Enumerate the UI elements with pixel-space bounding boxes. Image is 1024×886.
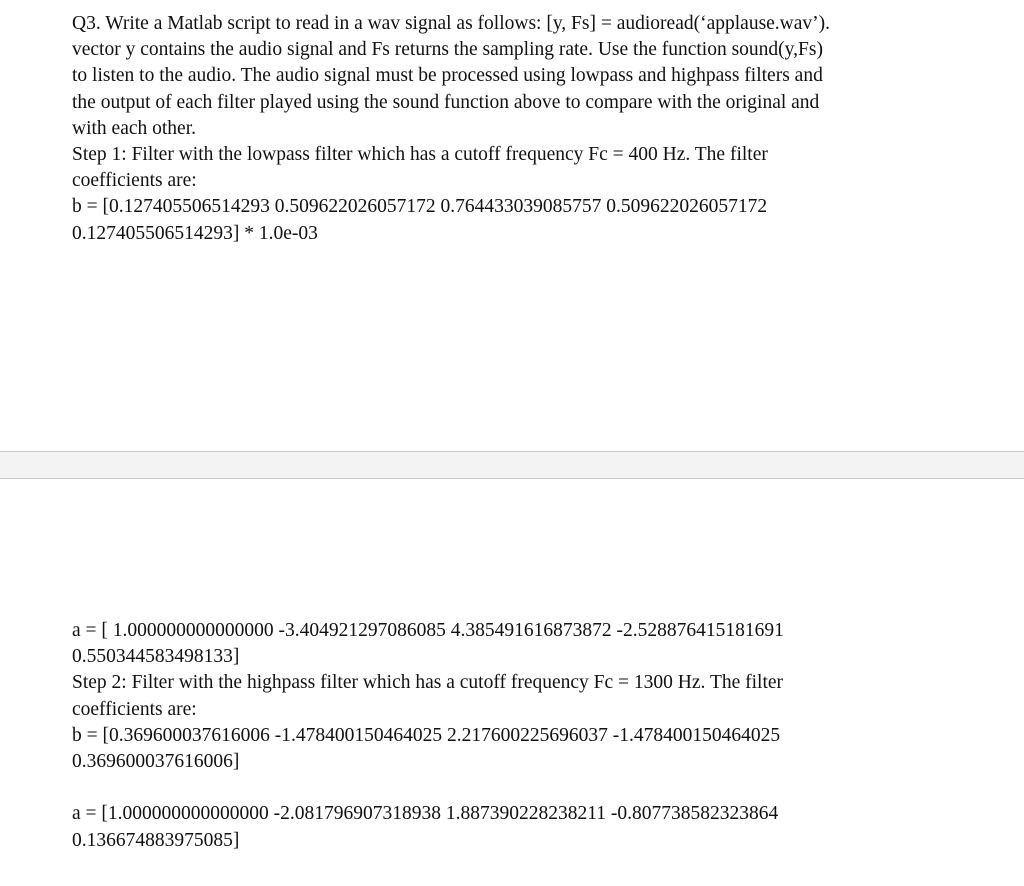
step1-b-coefficients-line-2: 0.127405506514293] * 1.0e-03	[72, 222, 318, 244]
question-line-2: vector y contains the audio signal and Fs returns the sampling rate. Use the function sound(y,Fs)	[72, 39, 823, 61]
question-text-block	[72, 11, 972, 247]
page-break-divider	[0, 451, 1024, 479]
step2-a-coefficients-line-2: 0.136674883975085]	[72, 829, 240, 851]
question-line-5: with each other.	[72, 117, 196, 139]
question-line-3: to listen to the audio. The audio signal must be processed using lowpass and highpass filters and	[72, 65, 823, 87]
step2-line-2: coefficients are:	[72, 698, 197, 720]
step1-a-coefficients-line-2: 0.550344583498133]	[72, 646, 240, 668]
step2-a-coefficients-line-1: a = [1.000000000000000 -2.081796907318938 1.887390228238211 -0.807738582323864	[72, 803, 779, 825]
step1-a-coefficients-line-1: a = [ 1.000000000000000 -3.404921297086085 4.385491616873872 -2.528876415181691	[72, 620, 784, 641]
step1-b-coefficients-line-1: b = [0.127405506514293 0.509622026057172 0.764433039085757 0.509622026057172	[72, 196, 768, 218]
step2-line-1: Step 2: Filter with the highpass filter which has a cutoff frequency Fc = 1300 Hz. The filter	[72, 672, 784, 694]
step2-b-coefficients-line-2: 0.369600037616006]	[72, 751, 240, 773]
continuation-text-block	[72, 618, 972, 854]
blank-line	[72, 775, 972, 801]
question-line-1: Q3. Write a Matlab script to read in a wav signal as follows: [y, Fs] = audioread(‘applause.wav’).	[72, 13, 831, 34]
step1-line-1: Step 1: Filter with the lowpass filter which has a cutoff frequency Fc = 400 Hz. The filter	[72, 144, 768, 166]
step1-line-2: coefficients are:	[72, 170, 197, 192]
question-line-4: the output of each filter played using the sound function above to compare with the original and	[72, 91, 820, 113]
step2-b-coefficients-line-1: b = [0.369600037616006 -1.478400150464025 2.217600225696037 -1.478400150464025	[72, 724, 781, 746]
